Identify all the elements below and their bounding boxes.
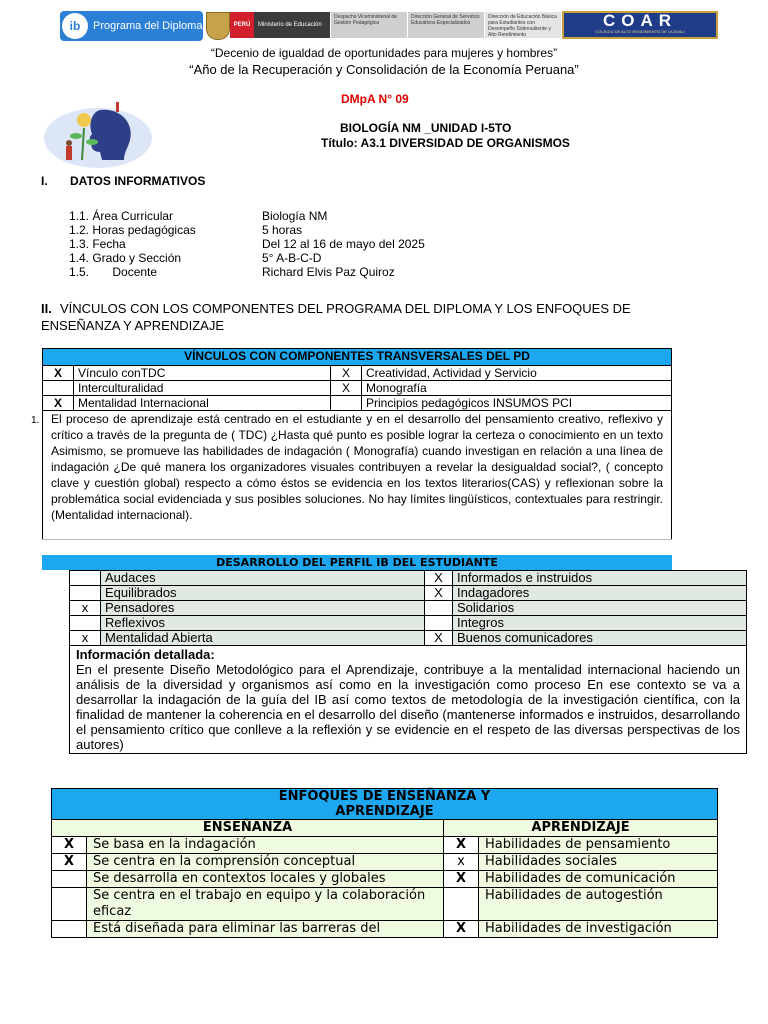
enfoque-mark: [444, 888, 479, 921]
perfil-mark: [425, 616, 453, 631]
enfoque-label: Habilidades de comunicación: [479, 871, 718, 888]
subject-unit: BIOLOGÍA NM _UNIDAD I-5TO: [340, 121, 512, 135]
decenio-text: “Decenio de igualdad de oportunidades para mujeres y hombres”: [210, 46, 558, 60]
info-row: [69, 223, 302, 237]
table-row: [43, 396, 672, 411]
perfil-label: Indagadores: [453, 586, 747, 601]
vinculo-mark: [331, 396, 362, 411]
enfoque-mark: X: [52, 854, 87, 871]
info-label: 1.1. Área Curricular: [69, 209, 174, 223]
info-row: [69, 265, 395, 279]
enfoque-mark: [52, 871, 87, 888]
ministerio-logo: [230, 12, 330, 38]
perfil-mark: X: [425, 586, 453, 601]
enfoque-label: Habilidades de investigación: [479, 921, 718, 938]
peru-label: PERÚ: [230, 12, 254, 38]
enfoque-label: Se desarrolla en contextos locales y globales: [87, 871, 444, 888]
dmpa-number: DMpA N° 09: [341, 92, 409, 106]
perfil-label: Buenos comunicadores: [453, 631, 747, 646]
vinculo-mark: [43, 381, 74, 396]
vinculo-mark: X: [43, 396, 74, 411]
perfil-detail-title: Información detallada:: [76, 647, 215, 662]
enfoques-col-aprendizaje: APRENDIZAJE: [444, 820, 718, 837]
table-row: [70, 616, 747, 631]
enfoque-mark: X: [444, 921, 479, 938]
direccion-general-block: Dirección General de Servicios Educativos Especializados: [408, 12, 484, 38]
list-marker: 1.: [31, 415, 40, 426]
enfoque-mark: [52, 888, 87, 921]
perfil-mark: X: [425, 631, 453, 646]
vinculo-label: Principios pedagógicos INSUMOS PCI: [362, 396, 672, 411]
enfoques-header: [52, 789, 718, 820]
info-value: 5 horas: [262, 223, 303, 237]
perfil-label: Reflexivos: [101, 616, 425, 631]
head-plant-illustration-icon: [42, 98, 154, 170]
info-value: Richard Elvis Paz Quiroz: [262, 265, 395, 279]
section-1-heading: [41, 174, 205, 188]
vinculo-label: Mentalidad Internacional: [74, 396, 331, 411]
vinculos-header: VÍNCULOS CON COMPONENTES TRANSVERSALES DEL PD: [43, 349, 672, 366]
info-label: 1.5. Docente: [69, 265, 158, 279]
despacho-block: Despacho Viceministerial de Gestión Pedagógica: [331, 12, 407, 38]
perfil-label: Informados e instruidos: [453, 571, 747, 586]
section-2-heading: [41, 300, 701, 334]
info-label: 1.2. Horas pedagógicas: [69, 223, 196, 237]
info-value: Biología NM: [262, 209, 328, 223]
vinculo-mark: X: [331, 381, 362, 396]
enfoques-table: [51, 788, 718, 938]
perfil-detail: [70, 646, 747, 754]
perfil-mark: X: [425, 571, 453, 586]
enfoque-mark: X: [444, 871, 479, 888]
vinculo-mark: X: [331, 366, 362, 381]
perfil-mark: [70, 586, 101, 601]
perfil-table: [69, 570, 747, 754]
enfoque-label: Habilidades de autogestión: [479, 888, 718, 921]
enfoques-col-ensenanza: ENSEÑANZA: [52, 820, 444, 837]
perfil-mark: x: [70, 631, 101, 646]
vinculo-label: Monografía: [362, 381, 672, 396]
perfil-mark: [425, 601, 453, 616]
ministerio-label: Ministerio de Educación: [258, 22, 322, 28]
table-row: [70, 601, 747, 616]
section-2-number: II.: [41, 301, 52, 316]
perfil-label: Pensadores: [101, 601, 425, 616]
enfoque-label: Se centra en la comprensión conceptual: [87, 854, 444, 871]
anio-text: “Año de la Recuperación y Consolidación de la Economía Peruana”: [189, 62, 579, 77]
info-value: Del 12 al 16 de mayo del 2025: [262, 237, 425, 251]
direccion-educacion-block: Dirección de Educación Básica para Estudiantes con Desempeño Sobresaliente y Alto Rendimiento: [485, 12, 561, 38]
coar-logo: [562, 11, 718, 39]
perfil-label: Mentalidad Abierta: [101, 631, 425, 646]
enfoques-header-line1: ENFOQUES DE ENSEÑANZA Y: [278, 789, 491, 804]
document-title: Título: A3.1 DIVERSIDAD DE ORGANISMOS: [321, 136, 570, 150]
vinculo-label: Creatividad, Actividad y Servicio: [362, 366, 672, 381]
perfil-mark: [70, 616, 101, 631]
info-row: [69, 237, 425, 251]
table-row: [52, 854, 718, 871]
section-1-number: I.: [41, 174, 48, 188]
perfil-label: Equilibrados: [101, 586, 425, 601]
vinculo-label: Vínculo conTDC: [74, 366, 331, 381]
info-value: 5° A-B-C-D: [262, 251, 322, 265]
enfoque-mark: x: [444, 854, 479, 871]
perfil-label: Integros: [453, 616, 747, 631]
perfil-detail-text: En el presente Diseño Metodológico para el Aprendizaje, contribuye a la mentalidad internacional haciendo un análisis de la diversidad y organismos así como en la investigación como proceso En ese contexto se va a desarrollar la indagación de la guía del IB así como textos de metodología de la investigación científica, con la finalidad de mantener la coherencia en el desarrollo del diseño (mantenerse informados e instruidos, desarrollando el pensamiento crítico que conlleve a la reflexión y se evidencie en el respeto de las diversas perspectivas de los autores): [76, 662, 740, 752]
ib-mark: ib: [62, 13, 88, 39]
section-2-title: VÍNCULOS CON LOS COMPONENTES DEL PROGRAMA DEL DIPLOMA Y LOS ENFOQUES DE ENSEÑANZA Y APRENDIZAJE: [41, 301, 631, 333]
info-label: 1.3. Fecha: [69, 237, 126, 251]
ib-logo: [60, 11, 203, 41]
vinculo-mark: X: [43, 366, 74, 381]
enfoque-label: Se centra en el trabajo en equipo y la colaboración eficaz: [87, 888, 444, 921]
enfoque-label: Habilidades de pensamiento: [479, 837, 718, 854]
info-row: [69, 209, 327, 223]
vinculos-paragraph: El proceso de aprendizaje está centrado en el estudiante y en el desarrollo del pensamiento creativo, reflexivo y crítico a través de la pregunta de ( TDC) ¿Hasta qué punto es posible lograr la certeza o conocimiento en un texto Asimismo, se promueve las habilidades de indagación ( Monografía) cuando investigan en relación a una línea de indagación ¿De qué manera los organizadores visuales contribuyen a revelar la desigualdad social?, ( concepto clave y cuestión global) respecto a cómo éstos se evidencia en los textos literarios(CAS) y reflexionan sobre la problemática social evidenciada y sus posibles soluciones. No hay límites lingüísticos, contextuales para restringir. (Mentalidad internacional).: [43, 411, 672, 540]
table-row: [70, 571, 747, 586]
perfil-mark: x: [70, 601, 101, 616]
table-row: [70, 631, 747, 646]
perfil-mark: [70, 571, 101, 586]
enfoque-mark: X: [52, 837, 87, 854]
table-row: [43, 381, 672, 396]
info-row: [69, 251, 321, 265]
perfil-header: DESARROLLO DEL PERFIL IB DEL ESTUDIANTE: [42, 555, 672, 570]
enfoque-mark: X: [444, 837, 479, 854]
enfoque-mark: [52, 921, 87, 938]
coar-logo-text: COAR: [602, 11, 678, 30]
table-row: [52, 888, 718, 921]
enfoque-label: Está diseñada para eliminar las barreras del: [87, 921, 444, 938]
coar-logo-subtitle: COLEGIO DE ALTO RENDIMIENTO DE UCAYALI: [595, 29, 685, 34]
table-row: [52, 871, 718, 888]
perfil-label: Audaces: [101, 571, 425, 586]
enfoque-label: Se basa en la indagación: [87, 837, 444, 854]
enfoques-header-line2: APRENDIZAJE: [335, 804, 434, 819]
vinculos-table: [42, 348, 672, 540]
ib-logo-text: Programa del Diploma: [93, 20, 203, 32]
table-row: [43, 366, 672, 381]
enfoque-label: Habilidades sociales: [479, 854, 718, 871]
table-row: [70, 586, 747, 601]
table-row: [52, 921, 718, 938]
section-1-title: DATOS INFORMATIVOS: [70, 174, 206, 188]
peru-shield-icon: [206, 12, 230, 40]
info-label: 1.4. Grado y Sección: [69, 251, 182, 265]
perfil-label: Solidarios: [453, 601, 747, 616]
vinculo-label: Interculturalidad: [74, 381, 331, 396]
table-row: [52, 837, 718, 854]
